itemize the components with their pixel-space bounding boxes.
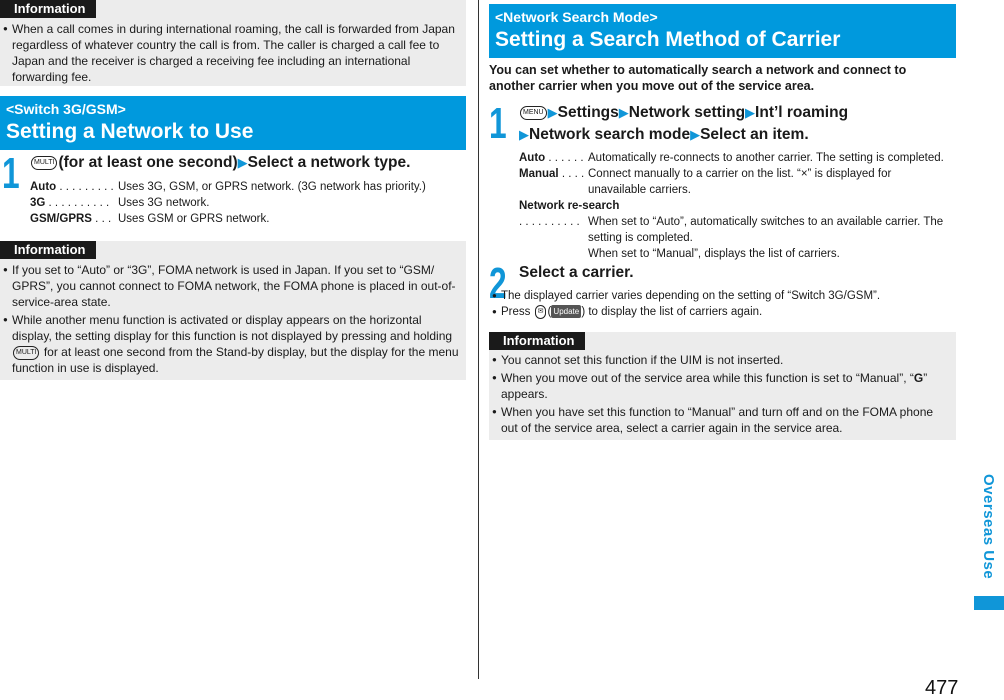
section-subtitle: <Network Search Mode> (495, 9, 658, 25)
section-title: Setting a Network to Use (6, 120, 254, 143)
option-gsm-desc: Uses GSM or GPRS network. (118, 213, 270, 225)
column-divider (478, 0, 479, 679)
section-header-search (489, 4, 956, 58)
arrow-right-icon: ▶ (519, 127, 529, 142)
step-1 (0, 150, 466, 234)
info-tag: Information (0, 241, 96, 259)
arrow-right-icon: ▶ (547, 105, 558, 120)
right-column (489, 0, 956, 440)
sidebar-chapter-label: Overseas Use (980, 474, 997, 580)
step-bullet: ● The displayed carrier varies depending on the setting of “Switch 3G/GSM”. (489, 288, 956, 304)
left-column (0, 0, 466, 380)
info-box-network (0, 241, 466, 380)
step-number: 1 (2, 149, 20, 198)
option-auto: Auto . . . . . . . . . (30, 181, 114, 193)
option-auto-desc: Uses 3G, GSM, or GPRS network. (3G network has priority.) (118, 181, 426, 193)
option-auto: Auto . . . . . . (519, 152, 584, 164)
sidebar-tab-marker (974, 596, 1004, 610)
arrow-right-icon: ▶ (690, 127, 701, 142)
option-auto-desc: Automatically re-connects to another carrier. The setting is completed. (588, 152, 944, 164)
option-gsm: GSM/GPRS . . . (30, 213, 112, 225)
arrow-right-icon: ▶ (745, 105, 756, 120)
step-number: 1 (489, 99, 507, 148)
mail-key-icon: ✉ (535, 305, 547, 319)
step-number: 2 (489, 259, 507, 308)
step-instruction: MULTI (for at least one second)▶Select a network type. (30, 152, 410, 174)
info-tag: Information (0, 0, 96, 18)
info-bullet: ● When a call comes in during international roaming, the call is forwarded from Japan regardless of whatever country the call is from. The caller is charged a call fee to Japan and the receiver is charged a receiving fee including an international forwarding fee. (0, 21, 462, 85)
page-number: 477 (925, 677, 959, 699)
step-instruction: Select a carrier. (519, 264, 634, 281)
info-bullet: ● When you have set this function to “Manual” and turn off and on the FOMA phone out of the service area, select a carrier again in the service area. (489, 404, 952, 436)
option-3g: 3G . . . . . . . . . . (30, 197, 110, 209)
intro-text: You can set whether to automatically search a network and connect to another carrier when you move out of the service area. (489, 63, 907, 93)
out-of-area-icon: G (913, 371, 924, 385)
arrow-right-icon: ▶ (618, 105, 629, 120)
section-subtitle: <Switch 3G/GSM> (6, 101, 126, 117)
info-bullet: ● If you set to “Auto” or “3G”, FOMA network is used in Japan. If you set to “GSM/ GPRS”, you cannot connect to FOMA network, the FOMA phone is placed in out-of-service-area state. (0, 262, 462, 310)
multi-key-icon: MULTI (13, 346, 39, 360)
option-3g-desc: Uses 3G network. (118, 197, 210, 209)
info-bullet: ● While another menu function is activated or display appears on the horizontal display, the setting display for this function is not displayed by pressing and holding MULTI for at least one second from the Stand-by display, but the display for the menu function in use is displayed. (0, 312, 462, 376)
step-2 (489, 258, 956, 322)
section-title: Setting a Search Method of Carrier (495, 28, 841, 51)
multi-key-icon: MULTI (31, 156, 57, 170)
update-softkey-icon: Update (551, 305, 581, 318)
info-box-search (489, 332, 956, 440)
menu-key-icon: MENU (520, 106, 547, 120)
option-manual-desc: Connect manually to a carrier on the list. “×” is displayed for unavailable carriers. (588, 168, 892, 196)
option-research: Network re-search (519, 200, 620, 212)
info-bullet: ● When you move out of the service area while this function is set to “Manual”, “G” appears. (489, 370, 952, 402)
step-bullet: ● Press ✉ ( Update ) to display the list of carriers again. (489, 304, 956, 320)
option-research-dots: . . . . . . . . . . (519, 216, 580, 228)
arrow-right-icon: ▶ (237, 155, 248, 170)
option-manual: Manual . . . . (519, 168, 585, 180)
info-tag: Information (489, 332, 585, 350)
option-research-desc: When set to “Auto”, automatically switches to an available carrier. The setting is completed. When set to “Manual”, displays the list of carriers. (588, 216, 944, 260)
info-box-roaming (0, 0, 466, 86)
step-instruction: MENU ▶Settings▶Network setting▶Int’l roaming ▶Network search mode▶Select an item. (519, 104, 849, 143)
section-header-switch (0, 96, 466, 150)
info-bullet: ● You cannot set this function if the UIM is not inserted. (489, 352, 952, 368)
step-1 (489, 96, 956, 258)
